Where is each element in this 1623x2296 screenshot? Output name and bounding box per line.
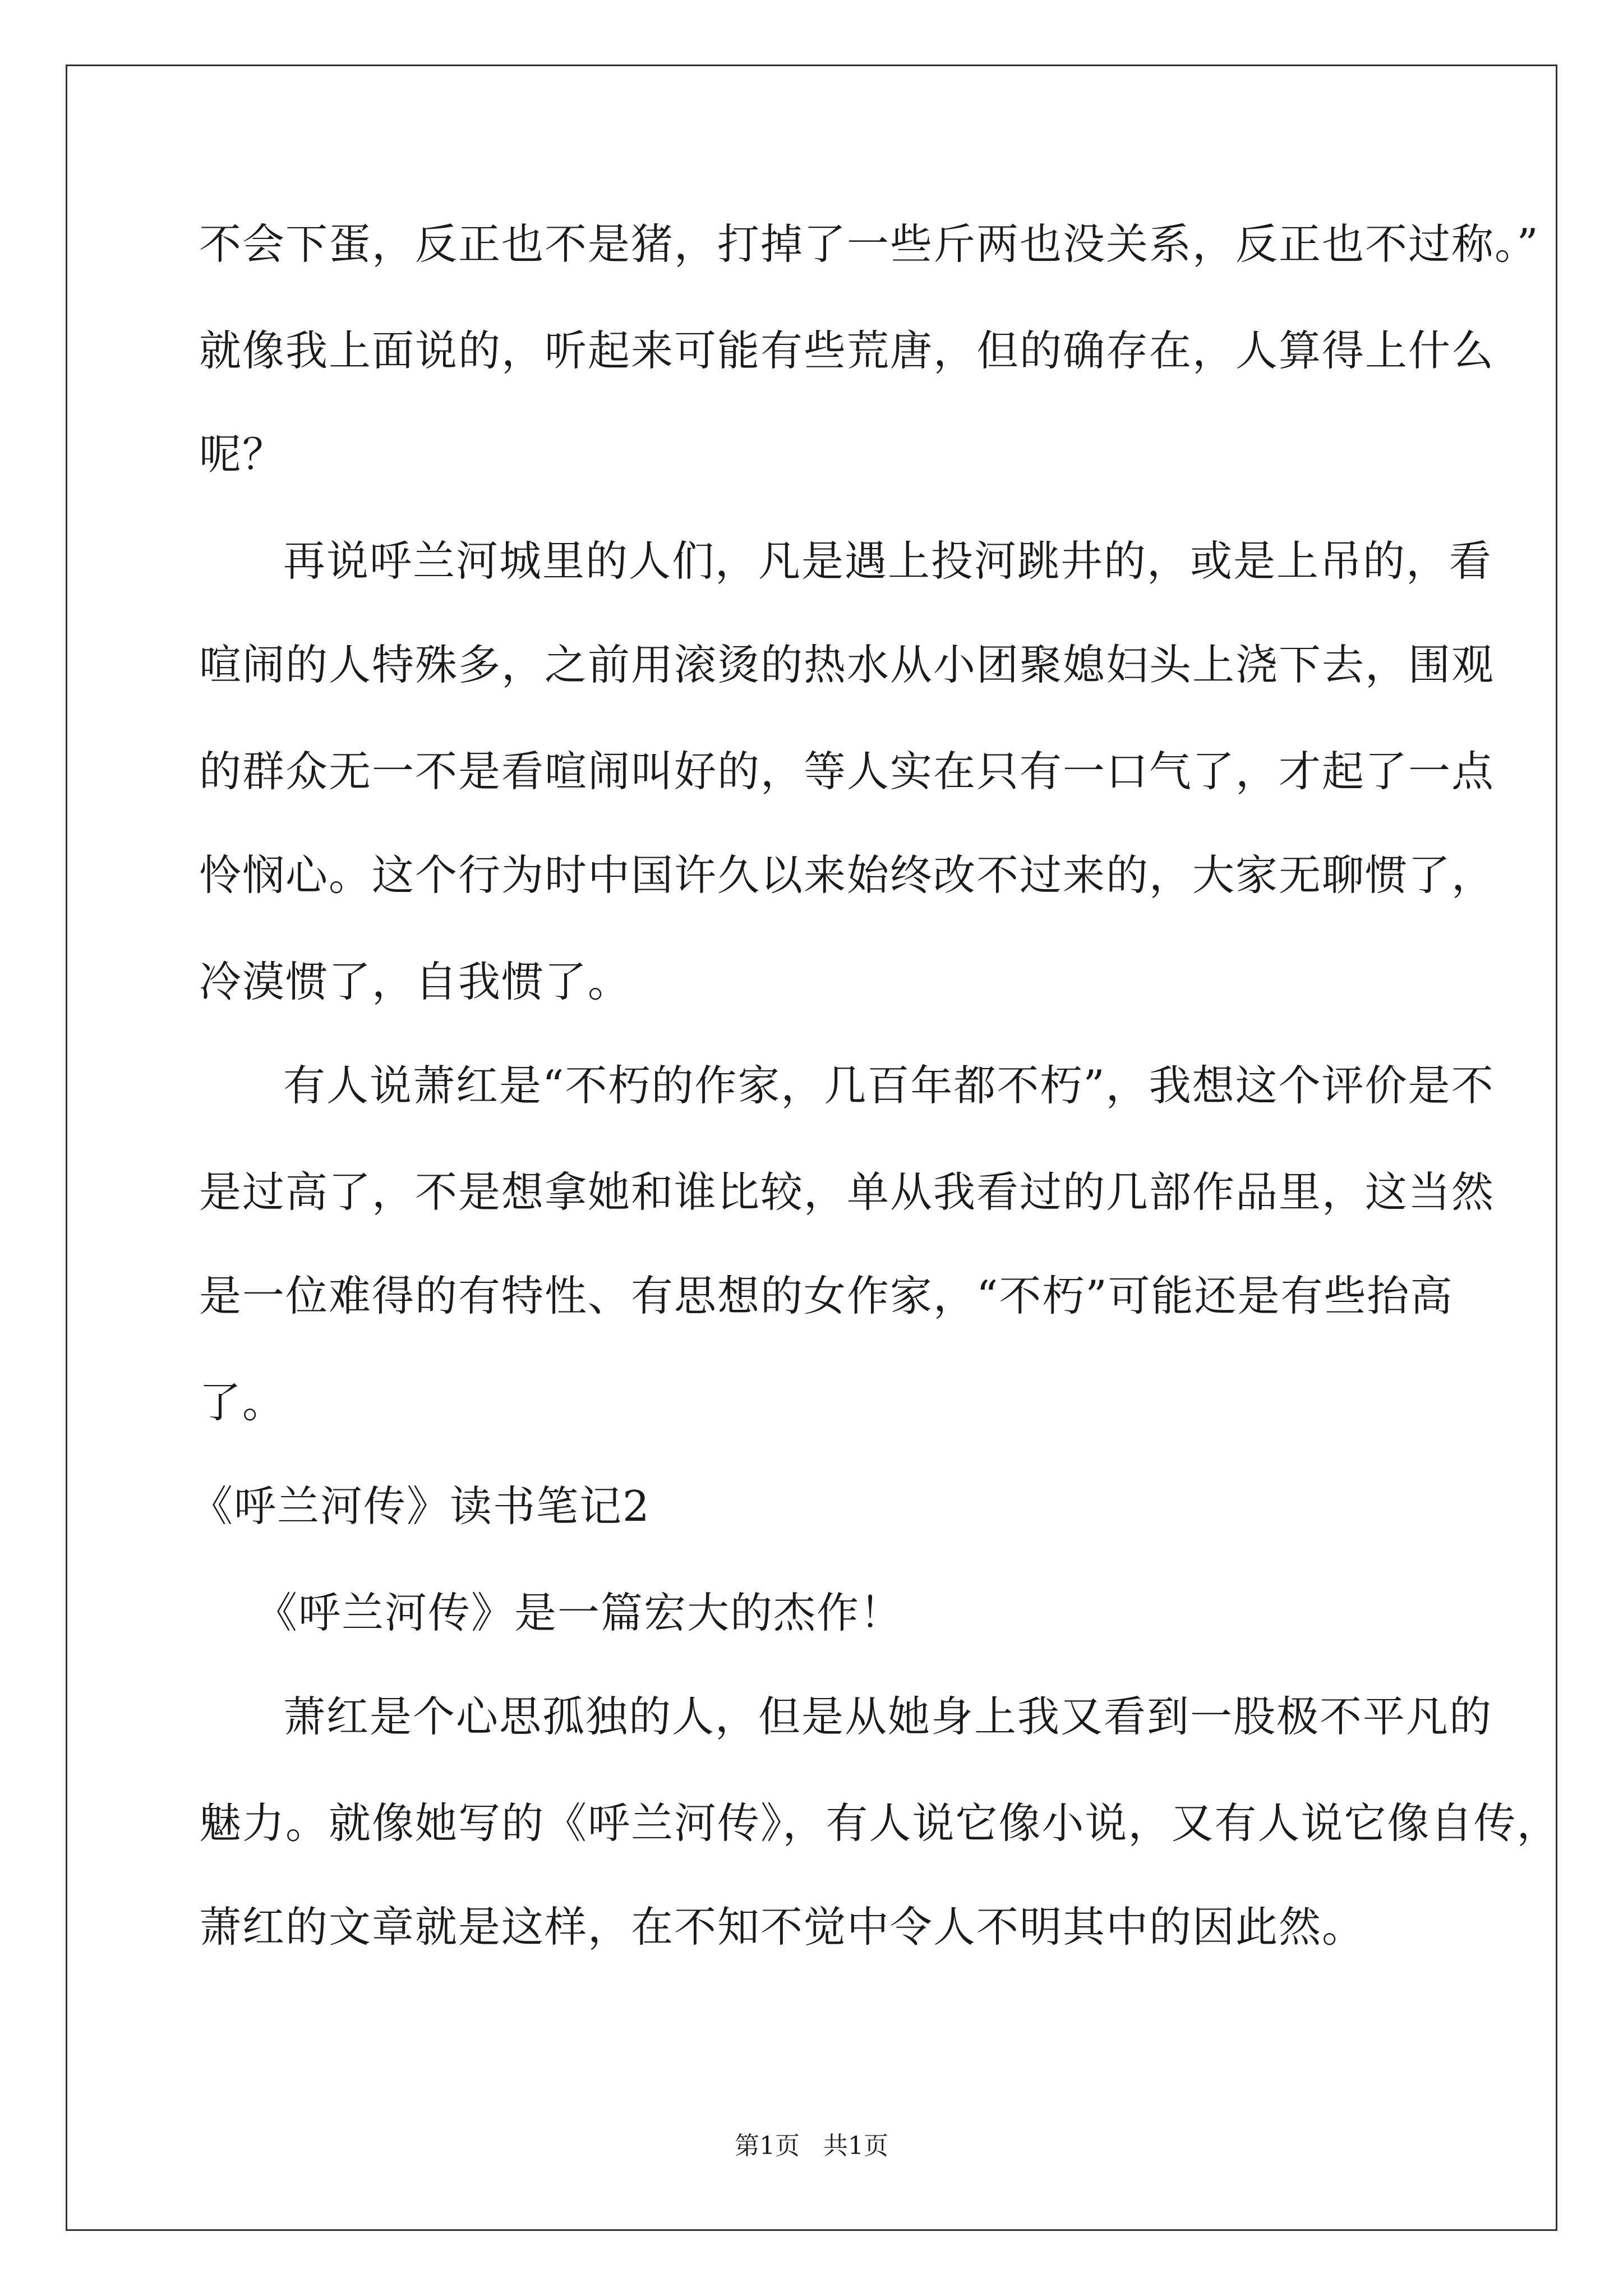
text-line: 喧闹的人特殊多，之前用滚烫的热水从小团聚媳妇头上浇下去，围观: [199, 640, 1495, 689]
section-heading: 《呼兰河传》读书笔记2: [191, 1481, 651, 1531]
text-line: 的群众无一不是看喧闹叫好的，等人实在只有一口气了，才起了一点: [199, 747, 1495, 796]
paragraph-start-line: 再说呼兰河城里的人们，凡是遇上投河跳井的，或是上吊的，看: [283, 536, 1493, 586]
text-line: 魅力。就像她写的《呼兰河传》，有人说它像小说，又有人说它像自传，: [199, 1798, 1560, 1848]
text-line: 是过高了，不是想拿她和谁比较，单从我看过的几部作品里，这当然: [199, 1167, 1495, 1217]
text-line: 萧红的文章就是这样，在不知不觉中令人不明其中的因此然。: [199, 1902, 1366, 1952]
paragraph-start-line: 有人说萧红是“不朽的作家，几百年都不朽”，我想这个评价是不: [283, 1061, 1495, 1110]
text-line: 怜悯心。这个行为时中国许久以来始终改不过来的，大家无聊惯了，: [199, 850, 1495, 900]
page-number-footer: 第1页 共1页: [735, 2132, 888, 2160]
text-line: 不会下蛋，反正也不是猪，打掉了一些斤两也没关系，反正也不过称。”: [199, 219, 1539, 269]
paragraph-start-line: 《呼兰河传》是一篇宏大的杰作！: [255, 1588, 903, 1637]
paragraph-start-line: 萧红是个心思孤独的人，但是从她身上我又看到一股极不平凡的: [283, 1692, 1493, 1741]
text-line: 冷漠惯了，自我惯了。: [199, 957, 631, 1006]
text-line: 是一位难得的有特性、有思想的女作家，“不朽”可能还是有些抬高: [199, 1271, 1454, 1320]
text-line: 就像我上面说的，听起来可能有些荒唐，但的确存在，人算得上什么: [199, 326, 1495, 375]
text-line: 呢？: [199, 430, 286, 479]
text-line: 了。: [199, 1378, 286, 1427]
